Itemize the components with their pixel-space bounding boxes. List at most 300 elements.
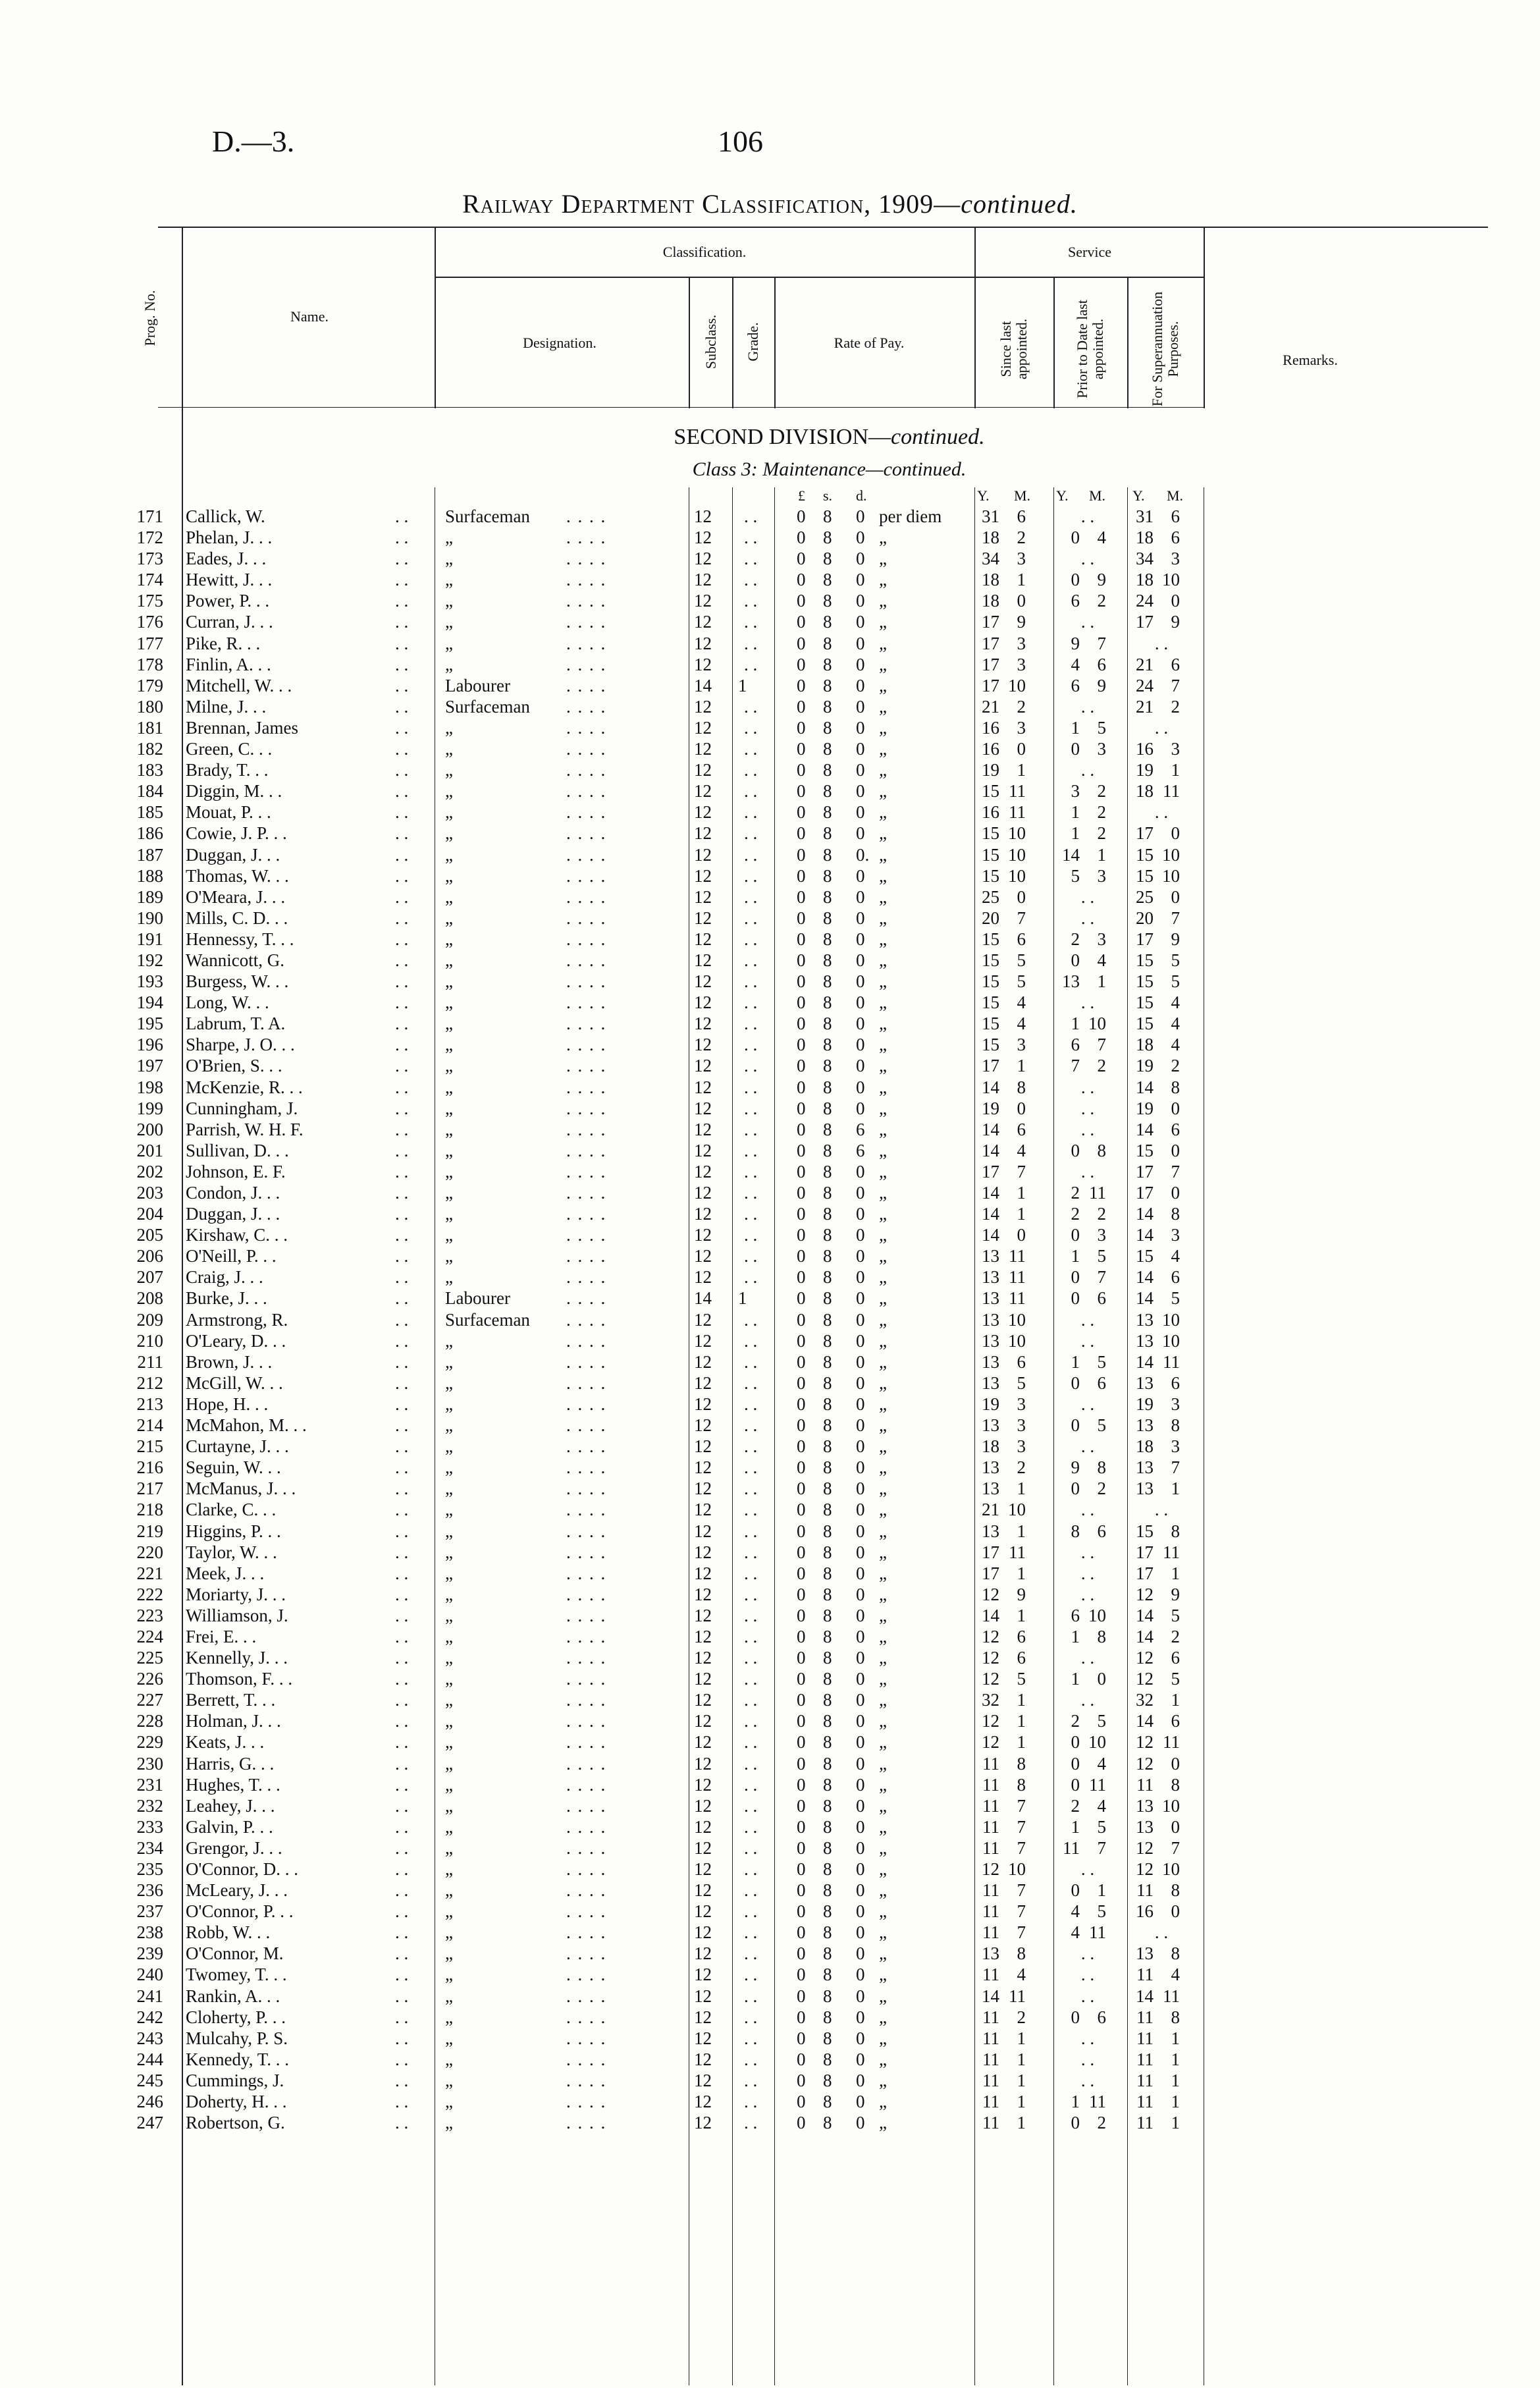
row-pay-unit: „	[879, 654, 887, 674]
row-super-months: 7	[1171, 1837, 1180, 1858]
row-subclass: 12	[694, 950, 712, 970]
row-pay-shillings: 8	[823, 717, 832, 738]
row-number: 225	[136, 1648, 163, 1668]
row-subclass: 12	[694, 1965, 712, 1985]
row-since-months: 1	[1017, 1690, 1026, 1710]
row-subclass: 12	[694, 1436, 712, 1457]
row-leader-2: . . . .	[566, 1605, 607, 1625]
row-grade: . .	[744, 1922, 758, 1943]
row-prior-months: 6	[1097, 1521, 1106, 1541]
row-super-months: 5	[1171, 971, 1180, 992]
row-name: Hennessy, T. . .	[186, 929, 294, 949]
row-super-months: 4	[1171, 1035, 1180, 1055]
row-grade: . .	[744, 760, 758, 780]
row-pay-pounds: 0	[797, 1521, 806, 1541]
row-name: Parrish, W. H. F.	[186, 1119, 304, 1139]
row-super-months: . .	[1154, 1500, 1169, 1520]
row-subclass: 12	[694, 865, 712, 886]
class-title: Class 3: Maintenance—continued.	[692, 458, 967, 480]
row-designation: „	[445, 1457, 453, 1478]
row-pay-pence: 0	[856, 823, 865, 844]
row-subclass: 12	[694, 1795, 712, 1816]
row-grade: . .	[744, 528, 758, 548]
row-pay-unit: „	[879, 2070, 887, 2090]
row-pay-unit: „	[879, 1161, 887, 1181]
table-row	[0, 1774, 1540, 1795]
row-pay-shillings: 8	[823, 612, 832, 632]
row-pay-unit: „	[879, 2049, 887, 2069]
row-designation: „	[445, 1626, 453, 1646]
row-designation: „	[445, 1098, 453, 1118]
row-subclass: 12	[694, 760, 712, 780]
row-pay-pounds: 0	[797, 1880, 806, 1901]
row-subclass: 12	[694, 717, 712, 738]
row-pay-unit: „	[879, 1309, 887, 1330]
row-leader-2: . . . .	[566, 1880, 607, 1901]
row-pay-pence: 0	[856, 1372, 865, 1393]
row-grade: . .	[744, 1986, 758, 2006]
row-name: Hughes, T. . .	[186, 1774, 280, 1795]
row-leader-2: . . . .	[566, 1246, 607, 1266]
row-pay-pounds: 0	[797, 1415, 806, 1436]
row-pay-pence: 0	[856, 2049, 865, 2069]
row-leader: . .	[395, 1077, 409, 1097]
row-super-months: 5	[1171, 1605, 1180, 1625]
table-row	[0, 1288, 1540, 1309]
row-number: 196	[136, 1035, 163, 1055]
row-leader: . .	[395, 1204, 409, 1224]
row-grade: . .	[744, 950, 758, 970]
row-designation: „	[445, 1204, 453, 1224]
row-pay-unit: „	[879, 1415, 887, 1436]
row-pay-shillings: 8	[823, 1077, 832, 1097]
row-leader: . .	[395, 1161, 409, 1181]
row-name: O'Connor, P. . .	[186, 1901, 294, 1922]
row-since-months: 8	[1017, 1753, 1026, 1774]
row-leader-2: . . . .	[566, 696, 607, 717]
row-designation: „	[445, 2007, 453, 2027]
row-name: Leahey, J. . .	[186, 1795, 275, 1816]
row-pay-pence: 0	[856, 1584, 865, 1604]
row-pay-shillings: 8	[823, 1014, 832, 1034]
row-designation: „	[445, 2113, 453, 2133]
row-leader: . .	[395, 1056, 409, 1076]
row-grade: . .	[744, 2007, 758, 2027]
row-grade: . .	[744, 1267, 758, 1288]
row-super-months: 1	[1171, 2113, 1180, 2133]
row-designation: „	[445, 1500, 453, 1520]
row-pay-shillings: 8	[823, 1267, 832, 1288]
row-prior-months: 2	[1097, 823, 1106, 844]
row-designation: „	[445, 1732, 453, 1752]
row-super-years: 12	[1136, 1669, 1154, 1689]
row-pay-shillings: 8	[823, 654, 832, 674]
row-pay-pence: 0	[856, 886, 865, 907]
row-prior-months: 3	[1097, 865, 1106, 886]
row-pay-shillings: 8	[823, 1732, 832, 1752]
row-since-years: 12	[982, 1711, 999, 1731]
row-pay-pence: 0	[856, 1415, 865, 1436]
row-pay-pounds: 0	[797, 528, 806, 548]
row-prior-years: 1	[1071, 1351, 1080, 1372]
row-pay-unit: „	[879, 1753, 887, 1774]
row-super-months: 8	[1171, 1774, 1180, 1795]
row-leader-2: . . . .	[566, 865, 607, 886]
row-pay-pounds: 0	[797, 549, 806, 569]
row-since-years: 17	[982, 1161, 999, 1181]
row-since-months: 3	[1017, 1394, 1026, 1414]
row-subclass: 12	[694, 1415, 712, 1436]
row-grade: . .	[744, 654, 758, 674]
row-designation: „	[445, 1816, 453, 1837]
row-super-months: 10	[1162, 865, 1180, 886]
unit-shilling: s.	[823, 487, 833, 504]
row-subclass: 12	[694, 1394, 712, 1414]
row-name: Mitchell, W. . .	[186, 675, 292, 695]
row-leader: . .	[395, 802, 409, 823]
row-grade: . .	[744, 1098, 758, 1118]
row-since-months: 7	[1017, 1816, 1026, 1837]
row-since-years: 15	[982, 823, 999, 844]
row-prior-years: 4	[1071, 654, 1080, 674]
header-classification: Classification.	[662, 244, 747, 260]
row-pay-unit: „	[879, 1330, 887, 1351]
row-pay-pence: 0	[856, 1436, 865, 1457]
row-since-years: 15	[982, 1014, 999, 1034]
row-leader: . .	[395, 1690, 409, 1710]
row-subclass: 12	[694, 1351, 712, 1372]
row-number: 188	[136, 865, 163, 886]
row-since-years: 11	[982, 2007, 999, 2027]
row-pay-unit: „	[879, 612, 887, 632]
row-super-years: 12	[1136, 1732, 1154, 1752]
row-since-months: 4	[1017, 1140, 1026, 1160]
row-leader-2: . . . .	[566, 1035, 607, 1055]
row-pay-unit: „	[879, 1648, 887, 1668]
row-grade: . .	[744, 1880, 758, 1901]
row-super-months: 1	[1171, 2028, 1180, 2048]
row-pay-unit: „	[879, 1859, 887, 1879]
row-super-years: 21	[1136, 696, 1154, 717]
row-subclass: 12	[694, 739, 712, 759]
row-pay-pence: 0	[856, 865, 865, 886]
row-name: Green, C. . .	[186, 739, 273, 759]
row-leader-2: . . . .	[566, 802, 607, 823]
row-leader: . .	[395, 2113, 409, 2133]
header-rate-of-pay: Rate of Pay.	[834, 335, 905, 351]
row-pay-unit: „	[879, 1077, 887, 1097]
row-prior-months: . .	[1080, 1436, 1095, 1457]
row-designation: „	[445, 1521, 453, 1541]
row-leader: . .	[395, 760, 409, 780]
row-number: 218	[136, 1500, 163, 1520]
row-super-years: 11	[1136, 2113, 1154, 2133]
table-row	[0, 1964, 1540, 1985]
table-row	[0, 696, 1540, 717]
row-prior-years: 6	[1071, 1035, 1080, 1055]
row-name: Keats, J. . .	[186, 1732, 265, 1752]
row-subclass: 12	[694, 1774, 712, 1795]
row-grade: . .	[744, 1690, 758, 1710]
row-since-months: 7	[1017, 1880, 1026, 1901]
row-leader: . .	[395, 1584, 409, 1604]
row-leader-2: . . . .	[566, 1267, 607, 1288]
row-since-years: 32	[982, 1690, 999, 1710]
row-since-months: 3	[1017, 549, 1026, 569]
row-super-months: 2	[1171, 1626, 1180, 1646]
row-super-years: 17	[1136, 1183, 1154, 1203]
row-pay-unit: „	[879, 1626, 887, 1646]
table-row	[0, 1731, 1540, 1752]
table-row	[0, 823, 1540, 844]
row-since-months: 0	[1017, 1225, 1026, 1245]
row-leader: . .	[395, 1479, 409, 1499]
row-since-months: 6	[1017, 1648, 1026, 1668]
row-super-months: 8	[1171, 1204, 1180, 1224]
row-leader: . .	[395, 2092, 409, 2112]
row-designation: „	[445, 1077, 453, 1097]
row-pay-pounds: 0	[797, 1288, 806, 1309]
row-number: 206	[136, 1246, 163, 1266]
row-prior-months: . .	[1080, 1584, 1095, 1604]
row-since-years: 16	[982, 717, 999, 738]
row-pay-shillings: 8	[823, 1394, 832, 1414]
row-leader: . .	[395, 675, 409, 695]
header-grade: Grade.	[745, 322, 761, 362]
row-grade: . .	[744, 992, 758, 1013]
row-subclass: 12	[694, 1690, 712, 1710]
row-prior-years: 0	[1071, 739, 1080, 759]
row-super-months: 10	[1162, 1795, 1180, 1816]
row-pay-unit: „	[879, 1584, 887, 1604]
table-row	[0, 1182, 1540, 1203]
row-prior-months: 11	[1089, 1774, 1106, 1795]
table-row	[0, 675, 1540, 696]
row-leader-2: . . . .	[566, 1859, 607, 1879]
row-name: Frei, E. . .	[186, 1626, 257, 1646]
row-pay-pounds: 0	[797, 760, 806, 780]
row-pay-unit: „	[879, 1986, 887, 2006]
row-leader: . .	[395, 1288, 409, 1309]
row-number: 197	[136, 1056, 163, 1076]
row-pay-unit: „	[879, 908, 887, 928]
row-prior-years: 1	[1071, 1669, 1080, 1689]
row-pay-unit: „	[879, 1372, 887, 1393]
row-pay-pence: 0.	[856, 844, 870, 865]
row-leader: . .	[395, 1309, 409, 1330]
row-leader: . .	[395, 1774, 409, 1795]
row-name: Higgins, P. . .	[186, 1521, 281, 1541]
row-number: 219	[136, 1521, 163, 1541]
row-since-years: 15	[982, 865, 999, 886]
row-pay-pence: 0	[856, 2113, 865, 2133]
row-since-years: 15	[982, 950, 999, 970]
row-prior-months: 11	[1089, 2092, 1106, 2112]
row-leader-2: . . . .	[566, 1774, 607, 1795]
row-pay-pounds: 0	[797, 865, 806, 886]
row-grade: . .	[744, 1753, 758, 1774]
classification-table-body	[0, 506, 1540, 2133]
row-leader: . .	[395, 1035, 409, 1055]
row-designation: Labourer	[445, 1288, 510, 1309]
row-super-years: 17	[1136, 823, 1154, 844]
row-pay-pence: 6	[856, 1140, 865, 1160]
row-pay-unit: „	[879, 1901, 887, 1922]
row-grade: . .	[744, 1394, 758, 1414]
row-subclass: 12	[694, 844, 712, 865]
row-since-months: 3	[1017, 1436, 1026, 1457]
row-leader-2: . . . .	[566, 1330, 607, 1351]
row-prior-months: 5	[1097, 1415, 1106, 1436]
row-name: Twomey, T. . .	[186, 1965, 287, 1985]
row-designation: „	[445, 1922, 453, 1943]
row-number: 244	[136, 2049, 163, 2069]
row-designation: „	[445, 1415, 453, 1436]
row-pay-pounds: 0	[797, 1584, 806, 1604]
row-designation: „	[445, 1183, 453, 1203]
row-pay-pence: 0	[856, 1711, 865, 1731]
row-pay-pounds: 0	[797, 1246, 806, 1266]
row-leader: . .	[395, 1351, 409, 1372]
row-grade: . .	[744, 1457, 758, 1478]
row-prior-years: 3	[1071, 781, 1080, 801]
row-leader-2: . . . .	[566, 1056, 607, 1076]
row-since-months: 1	[1017, 1563, 1026, 1583]
row-grade: . .	[744, 591, 758, 611]
row-pay-pounds: 0	[797, 1795, 806, 1816]
row-leader-2: . . . .	[566, 1542, 607, 1562]
row-subclass: 12	[694, 1309, 712, 1330]
row-leader-2: . . . .	[566, 2092, 607, 2112]
row-pay-unit: „	[879, 823, 887, 844]
row-pay-pence: 0	[856, 549, 865, 569]
table-row	[0, 1245, 1540, 1266]
row-super-years: 17	[1136, 1563, 1154, 1583]
row-prior-months: 6	[1097, 654, 1106, 674]
row-super-years: 15	[1136, 1521, 1154, 1541]
row-super-months: 10	[1162, 1330, 1180, 1351]
row-prior-months: . .	[1080, 1500, 1095, 1520]
row-pay-pounds: 0	[797, 781, 806, 801]
row-super-years: 11	[1136, 1880, 1154, 1901]
row-name: Holman, J. . .	[186, 1711, 281, 1731]
row-super-months: 7	[1171, 675, 1180, 695]
row-leader: . .	[395, 506, 409, 526]
row-prior-years: 1	[1071, 802, 1080, 823]
row-subclass: 12	[694, 633, 712, 653]
row-since-months: 11	[1009, 781, 1026, 801]
row-prior-months: . .	[1080, 1648, 1095, 1668]
row-pay-shillings: 8	[823, 528, 832, 548]
row-leader: . .	[395, 549, 409, 569]
row-name: Brady, T. . .	[186, 760, 269, 780]
row-prior-years: 0	[1071, 570, 1080, 590]
row-name: Kirshaw, C. . .	[186, 1225, 288, 1245]
row-pay-pounds: 0	[797, 908, 806, 928]
row-pay-shillings: 8	[823, 1859, 832, 1879]
row-pay-pence: 0	[856, 2028, 865, 2048]
row-super-months: 7	[1171, 908, 1180, 928]
row-number: 180	[136, 696, 163, 717]
row-pay-shillings: 8	[823, 2070, 832, 2090]
row-leader: . .	[395, 1965, 409, 1985]
row-pay-unit: „	[879, 591, 887, 611]
row-pay-pence: 0	[856, 1351, 865, 1372]
row-prior-months: 1	[1097, 971, 1106, 992]
row-since-years: 15	[982, 971, 999, 992]
row-pay-unit: „	[879, 1542, 887, 1562]
row-pay-shillings: 8	[823, 823, 832, 844]
row-pay-unit: „	[879, 971, 887, 992]
row-since-years: 13	[982, 1479, 999, 1499]
row-subclass: 12	[694, 1542, 712, 1562]
row-grade: . .	[744, 696, 758, 717]
row-pay-pence: 0	[856, 1922, 865, 1943]
row-name: Meek, J. . .	[186, 1563, 265, 1583]
row-super-months: 0	[1171, 823, 1180, 844]
row-super-years: 19	[1136, 1098, 1154, 1118]
division-name: SECOND DIVISION—	[674, 425, 891, 449]
row-pay-pence: 0	[856, 1690, 865, 1710]
row-pay-pounds: 0	[797, 1351, 806, 1372]
unit-y-super: Y.	[1132, 487, 1145, 504]
row-since-years: 14	[982, 1204, 999, 1224]
row-leader-2: . . . .	[566, 1372, 607, 1393]
row-leader-2: . . . .	[566, 2028, 607, 2048]
row-super-months: 10	[1162, 570, 1180, 590]
row-number: 174	[136, 570, 163, 590]
row-subclass: 12	[694, 1500, 712, 1520]
row-super-years: 19	[1136, 1056, 1154, 1076]
row-leader-2: . . . .	[566, 1901, 607, 1922]
row-pay-pounds: 0	[797, 1859, 806, 1879]
row-pay-shillings: 8	[823, 1457, 832, 1478]
row-pay-pounds: 0	[797, 1837, 806, 1858]
row-since-years: 14	[982, 1225, 999, 1245]
row-name: Armstrong, R.	[186, 1309, 288, 1330]
row-pay-shillings: 8	[823, 2007, 832, 2027]
row-leader: . .	[395, 570, 409, 590]
row-pay-unit: per diem	[879, 506, 942, 526]
row-subclass: 12	[694, 1859, 712, 1879]
row-pay-unit: „	[879, 633, 887, 653]
row-leader-2: . . . .	[566, 654, 607, 674]
unit-pound: £	[798, 487, 805, 504]
row-since-years: 11	[982, 2113, 999, 2133]
row-since-months: 7	[1017, 1922, 1026, 1943]
row-prior-months: 2	[1097, 1056, 1106, 1076]
row-leader: . .	[395, 1542, 409, 1562]
row-super-months: 7	[1171, 1161, 1180, 1181]
row-prior-years: 6	[1071, 591, 1080, 611]
row-super-years: 18	[1136, 1436, 1154, 1457]
row-super-months: 2	[1171, 696, 1180, 717]
row-since-months: 10	[1008, 865, 1026, 886]
row-number: 246	[136, 2092, 163, 2112]
row-prior-months: . .	[1080, 1330, 1095, 1351]
row-pay-pence: 0	[856, 633, 865, 653]
row-grade: . .	[744, 1837, 758, 1858]
row-pay-unit: „	[879, 1605, 887, 1625]
row-pay-pence: 0	[856, 1056, 865, 1076]
row-designation: „	[445, 1140, 453, 1160]
row-name: Diggin, M. . .	[186, 781, 282, 801]
row-prior-months: . .	[1080, 549, 1095, 569]
row-grade: . .	[744, 781, 758, 801]
row-grade: . .	[744, 929, 758, 949]
table-row	[0, 1922, 1540, 1943]
row-prior-months: . .	[1080, 2070, 1095, 2090]
